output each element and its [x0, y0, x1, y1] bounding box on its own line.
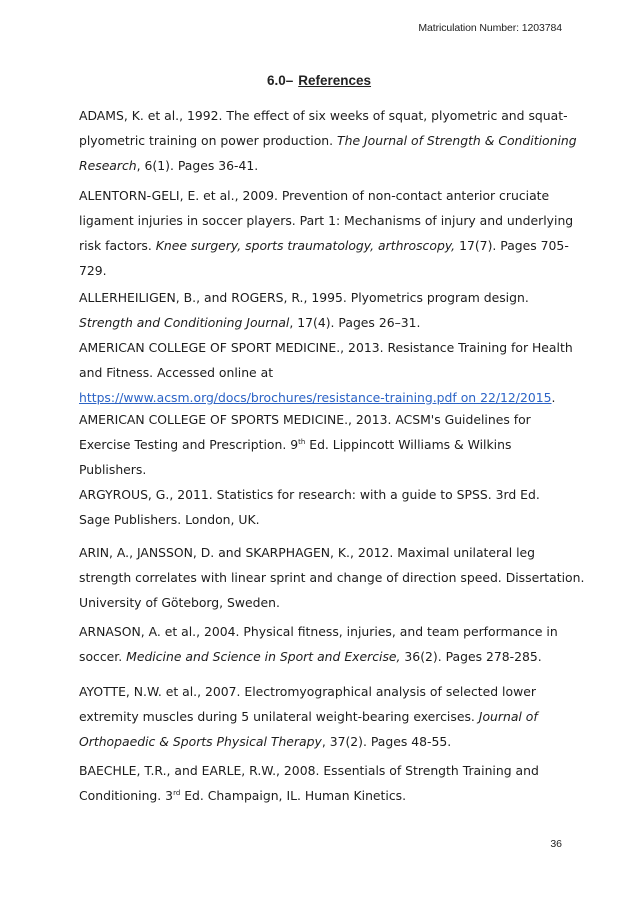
page-number: 36: [550, 838, 562, 850]
reference-line: Exercise Testing and Prescription. 9th Ed. Lippincott Williams & Wilkins: [79, 437, 512, 452]
journal-title: Medicine and Science in Sport and Exercise,: [126, 649, 401, 664]
reference-entry-allerheiligen: [79, 285, 569, 335]
edition-superscript: rd: [173, 789, 181, 797]
journal-title: Orthopaedic & Sports Physical Therapy: [79, 734, 322, 749]
reference-entry-adams: [79, 103, 577, 178]
reference-line: Sage Publishers. London, UK.: [79, 512, 260, 527]
reference-line: AMERICAN COLLEGE OF SPORT MEDICINE., 2013. Resistance Training for Health: [79, 340, 573, 355]
reference-entry-baechle: [79, 758, 569, 808]
reference-line: Strength and Conditioning Journal, 17(4). Pages 26–31.: [79, 315, 421, 330]
reference-line: AMERICAN COLLEGE OF SPORTS MEDICINE., 2013. ACSM's Guidelines for: [79, 412, 531, 427]
reference-line: Orthopaedic & Sports Physical Therapy, 37(2). Pages 48-55.: [79, 734, 452, 749]
reference-line: strength correlates with linear sprint and change of direction speed. Dissertation.: [79, 570, 585, 585]
reference-entry-alentorn: [79, 183, 574, 283]
reference-url-link[interactable]: https://www.acsm.org/docs/brochures/resistance-training.pdf on 22/12/2015: [79, 390, 552, 405]
reference-line: Publishers.: [79, 462, 147, 477]
reference-entry-arnason: [79, 619, 569, 669]
reference-line: BAECHLE, T.R., and EARLE, R.W., 2008. Essentials of Strength Training and: [79, 763, 539, 778]
reference-entry-argyrous: [79, 482, 569, 532]
reference-line: ALENTORN-GELI, E. et al., 2009. Prevention of non-contact anterior cruciate: [79, 188, 550, 203]
reference-line: soccer. Medicine and Science in Sport and Exercise, 36(2). Pages 278-285.: [79, 649, 542, 664]
reference-line: ALLERHEILIGEN, B., and ROGERS, R., 1995. Plyometrics program design.: [79, 290, 529, 305]
reference-line: extremity muscles during 5 unilateral weight-bearing exercises. Journal of: [79, 709, 538, 724]
reference-line: Research, 6(1). Pages 36-41.: [79, 158, 259, 173]
reference-line: ligament injuries in soccer players. Part 1: Mechanisms of injury and underlying: [79, 213, 574, 228]
section-number: 6.0–: [266, 73, 294, 88]
section-heading: [0, 73, 638, 88]
edition-superscript: th: [298, 438, 306, 446]
journal-title: Knee surgery, sports traumatology, arthroscopy,: [155, 238, 456, 253]
reference-line: ARNASON, A. et al., 2004. Physical fitness, injuries, and team performance in: [79, 624, 558, 639]
matriculation-number: Matriculation Number: 1203784: [418, 22, 562, 34]
reference-line: ARGYROUS, G., 2011. Statistics for research: with a guide to SPSS. 3rd Ed.: [79, 487, 540, 502]
reference-line: plyometric training on power production. The Journal of Strength & Conditioning: [79, 133, 577, 148]
journal-title: Journal of: [478, 709, 538, 724]
reference-line: and Fitness. Accessed online at: [79, 365, 274, 380]
reference-line: AYOTTE, N.W. et al., 2007. Electromyographical analysis of selected lower: [79, 684, 536, 699]
reference-entry-acsm-resistance: [79, 335, 573, 410]
journal-title: Strength and Conditioning Journal: [79, 315, 290, 330]
reference-line: ADAMS, K. et al., 1992. The effect of six weeks of squat, plyometric and squat-: [79, 108, 568, 123]
journal-title: The Journal of Strength & Conditioning: [337, 133, 577, 148]
reference-line: risk factors. Knee surgery, sports traumatology, arthroscopy, 17(7). Pages 705-: [79, 238, 569, 253]
reference-line: University of Göteborg, Sweden.: [79, 595, 280, 610]
reference-entry-ayotte: [79, 679, 569, 754]
reference-entry-acsm-guidelines: [79, 407, 569, 482]
reference-line: https://www.acsm.org/docs/brochures/resistance-training.pdf on 22/12/2015.: [79, 390, 556, 405]
reference-line: 729.: [79, 263, 107, 278]
reference-entry-arin: [79, 540, 585, 615]
section-title: References: [298, 73, 372, 88]
journal-title: Research: [79, 158, 137, 173]
reference-line: Conditioning. 3rd Ed. Champaign, IL. Human Kinetics.: [79, 788, 407, 803]
reference-line: ARIN, A., JANSSON, D. and SKARPHAGEN, K., 2012. Maximal unilateral leg: [79, 545, 536, 560]
